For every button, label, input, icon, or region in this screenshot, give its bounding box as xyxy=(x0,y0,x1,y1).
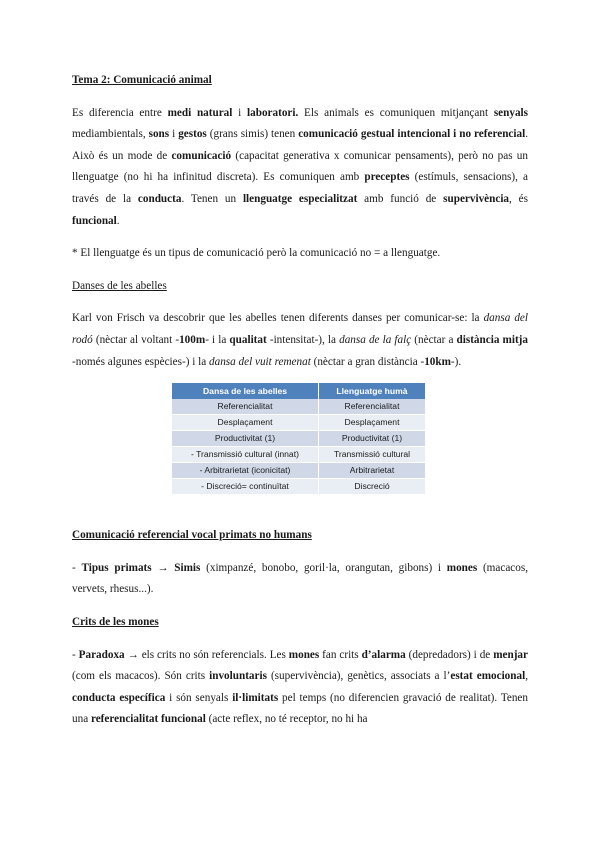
text-span: -només algunes espècies-) i la xyxy=(72,355,209,368)
bold-term: estat emocional xyxy=(450,670,526,683)
bold-term: Tipus primats xyxy=(81,561,152,574)
text-span: . Tenen un xyxy=(181,192,243,205)
bold-term: preceptes xyxy=(364,171,410,184)
bold-term: mones xyxy=(446,561,478,574)
table-cell: Discreció xyxy=(319,479,426,495)
bold-term: llenguatge especialitzat xyxy=(242,192,358,205)
text-span: . Això és un mode de xyxy=(72,128,528,162)
table-header-cell: Llenguatge humà xyxy=(319,383,426,399)
bold-term: comunicació gestual intencional i no referencial xyxy=(298,128,526,141)
text-span: i xyxy=(232,106,248,119)
text-span: mediambientals, xyxy=(72,128,149,141)
text-span: (capacitat generativa x comunicar pensaments), però no pas un llenguatge (no hi ha infinitud discreta). Es comuniquen amb xyxy=(72,149,528,184)
text-span: i xyxy=(169,128,179,141)
document-page xyxy=(72,70,528,731)
table-cell: Referencialitat xyxy=(172,399,319,415)
text-span: → els crits no són referencials. Les xyxy=(124,648,289,661)
bold-term: referencialitat funcional xyxy=(90,713,206,726)
italic-term: dansa del rodó xyxy=(72,312,528,346)
table-header-row xyxy=(172,383,426,399)
monkeys-paragraph xyxy=(72,645,528,731)
text-span: , és xyxy=(509,192,529,205)
text-span: -). xyxy=(450,355,462,368)
bold-term: qualitat xyxy=(229,333,267,346)
bold-term: supervivència xyxy=(443,192,510,205)
table-header-cell: Dansa de les abelles xyxy=(172,383,319,399)
text-span: -intensitat-), la xyxy=(266,333,340,346)
bold-term: involuntaris xyxy=(209,670,267,683)
bold-term: medi natural xyxy=(167,106,233,119)
bold-term: 100m xyxy=(179,333,206,346)
page-title: Tema 2: Comunicació animal xyxy=(72,74,212,86)
text-span: (nèctar a gran distància - xyxy=(310,355,425,368)
text-span: (ximpanzé, bonobo, goril·la, orangutan, gibons) i xyxy=(200,561,447,574)
text-span: (nèctar al voltant - xyxy=(92,333,180,346)
text-span: - xyxy=(72,648,79,661)
text-span: (nèctar a xyxy=(411,333,457,346)
italic-term: dansa del vuit remenat xyxy=(209,355,311,368)
table-row xyxy=(172,415,426,431)
bold-term: comunicació xyxy=(171,149,232,162)
table-cell: - Discreció= continuïtat xyxy=(172,479,319,495)
text-span: , xyxy=(525,670,528,683)
table-cell: Referencialitat xyxy=(319,399,426,415)
text-span: (estímuls, sensacions), a través de la xyxy=(72,171,528,205)
text-span: pel temps (no diferencien gravació de realitat). Tenen una xyxy=(72,691,528,726)
section-heading-primates: Comunicació referencial vocal primats no humans xyxy=(72,529,312,542)
text-span: (acte reflex, no té receptor, no hi ha xyxy=(205,713,368,726)
bold-term: conducta xyxy=(137,192,182,205)
text-span: (supervivència), genètics, associats a l’ xyxy=(266,670,451,683)
bold-term: laboratori. xyxy=(247,106,299,119)
text-span: . xyxy=(116,214,120,227)
text-span: amb funció de xyxy=(357,192,444,205)
comparison-table xyxy=(172,383,426,495)
text-span: Es diferencia entre xyxy=(72,106,168,119)
bold-term: menjar xyxy=(493,648,528,661)
table-cell: - Arbitrarietat (iconicitat) xyxy=(172,463,319,479)
text-span: (depredadors) i de xyxy=(405,648,494,661)
intro-paragraph xyxy=(72,103,528,233)
section-heading-monkeys: Crits de les mones xyxy=(72,615,159,628)
bold-term: gestos xyxy=(178,128,207,141)
italic-term: dansa de la falç xyxy=(339,333,412,346)
bold-term: conducta específica xyxy=(72,691,166,704)
text-span: (grans simis) tenen xyxy=(206,128,299,141)
bold-term: senyals xyxy=(493,106,529,119)
primates-paragraph xyxy=(72,558,528,601)
table-cell: Arbitrarietat xyxy=(319,463,426,479)
bold-term: mones xyxy=(288,648,320,661)
text-span: (macacos, vervets, rhesus...). xyxy=(72,561,528,596)
text-span: i són senyals xyxy=(165,691,233,704)
text-span: - i la xyxy=(205,333,230,346)
bold-term: distància mitja xyxy=(456,333,528,346)
bold-term: Paradoxa xyxy=(78,648,125,661)
table-row xyxy=(172,431,426,447)
arrow-text: → xyxy=(151,561,175,574)
table-cell: Productivitat (1) xyxy=(319,431,426,447)
table-row xyxy=(172,399,426,415)
bold-term: Simis xyxy=(174,561,201,574)
bold-term: il·limitats xyxy=(232,691,279,704)
table-cell: Productivitat (1) xyxy=(172,431,319,447)
section-heading-bees: Danses de les abelles xyxy=(72,279,167,292)
table-row xyxy=(172,447,426,463)
bold-term: funcional xyxy=(72,214,117,227)
bold-term: 10km xyxy=(424,355,451,368)
text-span: Els animals es comuniquen mitjançant xyxy=(298,106,494,119)
table-cell: - Transmissió cultural (innat) xyxy=(172,447,319,463)
text-span: Karl von Frisch va descobrir que les abelles tenen diferents danses per comunicar-se: la xyxy=(72,312,484,325)
note-paragraph: * El llenguatge és un tipus de comunicació però la comunicació no = a llenguatge. xyxy=(72,247,441,260)
bees-paragraph xyxy=(72,308,528,373)
table-cell: Desplaçament xyxy=(319,415,426,431)
text-span: fan crits xyxy=(319,648,362,661)
table-row xyxy=(172,479,426,495)
bold-term: d’alarma xyxy=(361,648,406,661)
text-span: (com els macacos). Són crits xyxy=(72,670,210,683)
table-cell: Transmissió cultural xyxy=(319,447,426,463)
table-cell: Desplaçament xyxy=(172,415,319,431)
bold-term: sons xyxy=(148,128,170,141)
table-row xyxy=(172,463,426,479)
text-span: - xyxy=(72,561,82,574)
